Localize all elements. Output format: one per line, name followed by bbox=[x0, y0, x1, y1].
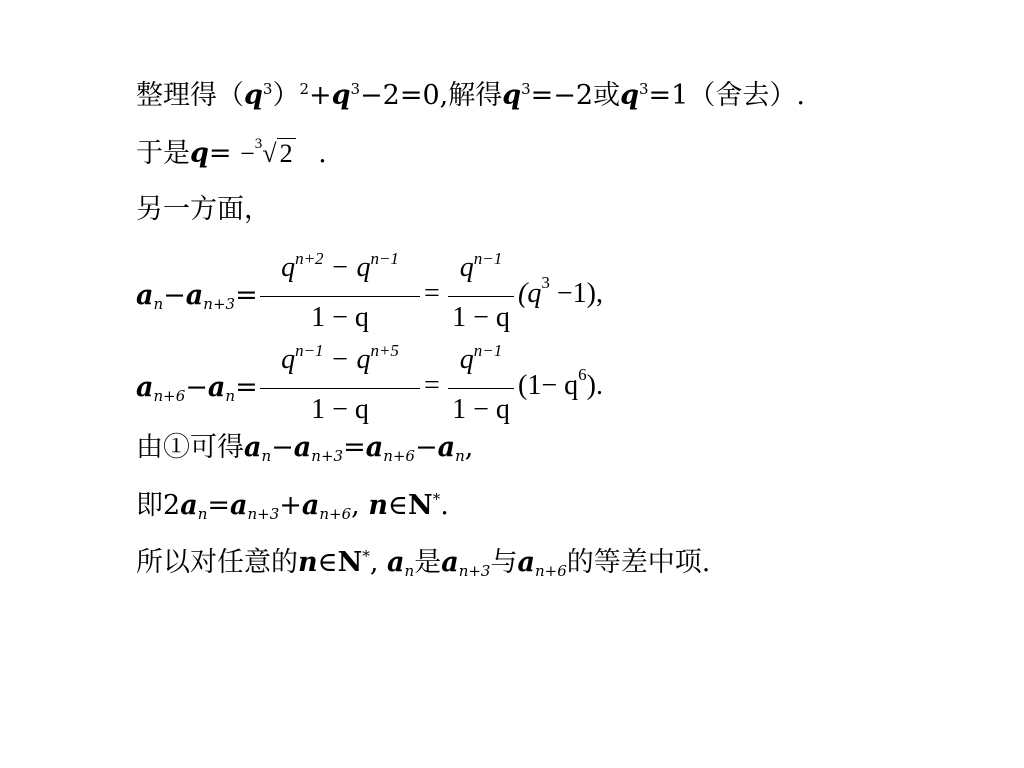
var-a: a bbox=[229, 490, 248, 521]
fraction-bar bbox=[448, 296, 514, 297]
star: * bbox=[362, 547, 370, 565]
text: 是 bbox=[414, 547, 442, 578]
numerator: $q^{n-1} - q^{n+5}$ bbox=[281, 341, 399, 375]
numerator: $q^{n-1}$ bbox=[459, 341, 503, 375]
text: 于是 bbox=[136, 138, 190, 169]
var-a: a bbox=[136, 372, 154, 403]
var-q: q bbox=[190, 138, 209, 169]
natural-numbers-set: N bbox=[337, 547, 363, 578]
factor: $(1- q^6)$. bbox=[518, 365, 603, 401]
denominator: 1 − q bbox=[452, 302, 510, 333]
text: 与 bbox=[490, 547, 518, 578]
root-index: 3 bbox=[254, 136, 263, 152]
text: = bbox=[208, 138, 232, 169]
numerator: $q^{n+2} - q^{n-1}$ bbox=[281, 249, 399, 283]
text: + bbox=[279, 490, 302, 521]
text: =1（舍去）. bbox=[648, 80, 805, 111]
text: − bbox=[163, 280, 186, 311]
var-a: a bbox=[365, 432, 384, 463]
subscript: n+3 bbox=[311, 447, 344, 465]
subscript: n+6 bbox=[153, 387, 186, 405]
text: = bbox=[235, 280, 258, 311]
line-2 bbox=[136, 136, 327, 172]
text: 所以对任意的 bbox=[136, 547, 298, 578]
subscript: n bbox=[225, 387, 236, 405]
text: = bbox=[343, 432, 366, 463]
element-of: ∈ bbox=[317, 547, 338, 578]
element-of: ∈ bbox=[388, 490, 408, 521]
var-a: a bbox=[387, 547, 405, 578]
text: . bbox=[318, 138, 327, 169]
subscript: n+6 bbox=[383, 447, 415, 465]
var-q: q bbox=[244, 80, 263, 111]
line-7 bbox=[136, 488, 449, 524]
equals-sign: = bbox=[424, 278, 440, 309]
equation-lhs bbox=[136, 278, 258, 314]
text: = bbox=[207, 490, 230, 521]
var-a: a bbox=[180, 490, 198, 521]
var-q: q bbox=[620, 80, 639, 111]
text: , bbox=[351, 490, 360, 521]
fraction-bar bbox=[260, 388, 420, 389]
subscript: n bbox=[153, 295, 164, 313]
denominator: 1 − q bbox=[311, 302, 369, 333]
text: 解得 bbox=[448, 80, 503, 111]
numerator: $q^{n-1}$ bbox=[459, 249, 503, 283]
subscript: n+3 bbox=[458, 562, 491, 580]
radical-sign: √ bbox=[262, 139, 277, 168]
text: . bbox=[440, 490, 449, 521]
text: − bbox=[185, 372, 208, 403]
text: ） bbox=[272, 80, 300, 111]
equals-sign: = bbox=[424, 370, 440, 401]
equation-2 bbox=[136, 338, 696, 438]
fraction-1 bbox=[260, 338, 420, 438]
exponent: 3 bbox=[262, 80, 273, 98]
text: 整理得（ bbox=[136, 80, 244, 111]
equation-lhs bbox=[136, 370, 258, 406]
subscript: n bbox=[455, 447, 465, 465]
exponent: 2 bbox=[299, 80, 309, 98]
text: −2=0, bbox=[360, 80, 449, 111]
fraction-bar bbox=[448, 388, 514, 389]
text: − bbox=[271, 432, 294, 463]
var-a: a bbox=[185, 280, 204, 311]
subscript: n bbox=[404, 562, 415, 580]
text: + bbox=[308, 80, 332, 111]
line-1 bbox=[136, 78, 805, 114]
text: =−2或 bbox=[530, 80, 621, 111]
cube-root-expression bbox=[240, 136, 295, 172]
text: , bbox=[464, 432, 474, 463]
subscript: n bbox=[197, 505, 208, 523]
var-a: a bbox=[244, 432, 262, 463]
exponent: 3 bbox=[521, 80, 531, 98]
exponent: 3 bbox=[350, 80, 361, 98]
equation-1 bbox=[136, 246, 696, 346]
line-6 bbox=[136, 430, 473, 466]
subscript: n bbox=[261, 447, 272, 465]
denominator: 1 − q bbox=[452, 394, 510, 425]
subscript: n+6 bbox=[319, 505, 352, 523]
exponent: 3 bbox=[639, 80, 649, 98]
var-n: n bbox=[368, 490, 388, 521]
star: * bbox=[432, 490, 441, 508]
text: 由①可得 bbox=[136, 432, 244, 463]
text: 的等差中项. bbox=[566, 547, 711, 578]
text: 即2 bbox=[136, 490, 181, 521]
fraction-1 bbox=[260, 246, 420, 346]
factor: $(q^3 -1)$, bbox=[518, 273, 603, 309]
var-q: q bbox=[502, 80, 522, 111]
text: − bbox=[414, 432, 438, 463]
minus-sign: − bbox=[240, 139, 255, 168]
var-a: a bbox=[207, 372, 226, 403]
fraction-2 bbox=[448, 246, 514, 346]
subscript: n+3 bbox=[203, 295, 236, 313]
var-a: a bbox=[437, 432, 456, 463]
var-n: n bbox=[298, 547, 318, 578]
var-a: a bbox=[517, 547, 535, 578]
line-3: 另一方面， bbox=[136, 194, 271, 225]
radicand: 2 bbox=[277, 138, 296, 168]
fraction-bar bbox=[260, 296, 420, 297]
subscript: n+3 bbox=[247, 505, 280, 523]
fraction-2 bbox=[448, 338, 514, 438]
subscript: n+6 bbox=[534, 562, 567, 580]
denominator: 1 − q bbox=[311, 394, 369, 425]
var-q: q bbox=[331, 80, 351, 111]
var-a: a bbox=[301, 490, 320, 521]
natural-numbers-set: N bbox=[408, 490, 433, 521]
text: , bbox=[369, 547, 379, 578]
var-a: a bbox=[293, 432, 312, 463]
var-a: a bbox=[136, 280, 154, 311]
text: = bbox=[235, 372, 258, 403]
line-8 bbox=[136, 545, 710, 581]
var-a: a bbox=[441, 547, 459, 578]
